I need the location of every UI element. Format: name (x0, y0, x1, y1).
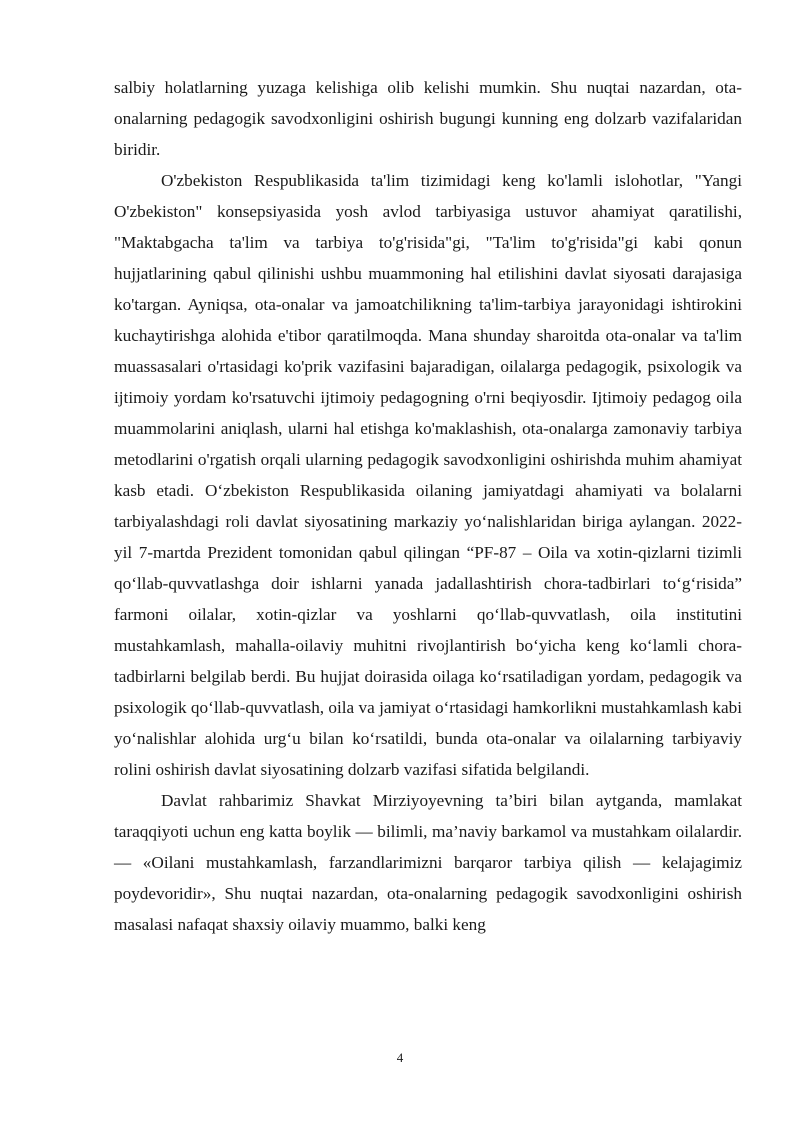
paragraph-reforms: O'zbekiston Respublikasida ta'lim tizimidagi keng ko'lamli islohotlar, "Yangi O'zbekiston" konsepsiyasida yosh avlod tarbiyasiga ustuvor ahamiyat qaratilishi, "Maktabgacha ta'lim va tarbiya to'g'risida"gi, "Ta'lim to'g'risida"gi kabi qonun hujjatlarining qabul qilinishi ushbu muammoning hal etilishini davlat siyosati darajasiga ko'targan. Ayniqsa, ota-onalar va jamoatchilikning ta'lim-tarbiya jarayonidagi ishtirokini kuchaytirishga alohida e'tibor qaratilmoqda. Mana shunday sharoitda ota-onalar va ta'lim muassasalari o'rtasidagi ko'prik vazifasini bajaradigan, oilalarga pedagogik, psixologik va ijtimoiy yordam ko'rsatuvchi ijtimoiy pedagogning o'rni beqiyosdir. Ijtimoiy pedagog oila muammolarini aniqlash, ularni hal etishga ko'maklashish, ota-onalarga zamonaviy tarbiya metodlarini o'rgatish orqali ularning pedagogik savodxonligini oshirishda muhim ahamiyat kasb etadi. O‘zbekiston Respublikasida oilaning jamiyatdagi ahamiyati va bolalarni tarbiyalashdagi roli davlat siyosatining markaziy yo‘nalishlaridan biriga aylangan. 2022-yil 7-martda Prezident tomonidan qabul qilingan “PF-87 – Oila va xotin-qizlarni tizimli qo‘llab-quvvatlashga doir ishlarni yanada jadallashtirish chora-tadbirlari to‘g‘risida” farmoni oilalar, xotin-qizlar va yoshlarni qo‘llab-quvvatlash, oila institutini mustahkamlash, mahalla-oilaviy muhitni rivojlantirish bo‘yicha keng ko‘lamli chora-tadbirlarni belgilab berdi. Bu hujjat doirasida oilaga ko‘rsatiladigan yordam, pedagogik va psixologik qo‘llab-quvvatlash, oila va jamiyat o‘rtasidagi hamkorlikni mustahkamlash kabi yo‘nalishlar alohida urg‘u bilan ko‘rsatildi, bunda ota-onalar va oilalarning tarbiyaviy rolini oshirish davlat siyosatining dolzarb vazifasi sifatida belgilandi. (114, 171, 742, 779)
document-body (114, 72, 742, 940)
paragraph-continuation: salbiy holatlarning yuzaga kelishiga olib kelishi mumkin. Shu nuqtai nazardan, ota-onalarning pedagogik savodxonligini oshirish bugungi kunning eng dolzarb vazifalaridan biridir. (114, 78, 742, 159)
paragraph-president-quote: Davlat rahbarimiz Shavkat Mirziyoyevning ta’biri bilan aytganda, mamlakat taraqqiyoti uchun eng katta boylik — bilimli, ma’naviy barkamol va mustahkam oilalardir. — «Oilani mustahkamlash, farzandlarimizni barqaror tarbiya qilish — kelajagimiz poydevoridir», Shu nuqtai nazardan, ota-onalarning pedagogik savodxonligini oshirish masalasi nafaqat shaxsiy oilaviy muammo, balki keng (114, 791, 742, 934)
page-number: 4 (396, 1050, 404, 1065)
